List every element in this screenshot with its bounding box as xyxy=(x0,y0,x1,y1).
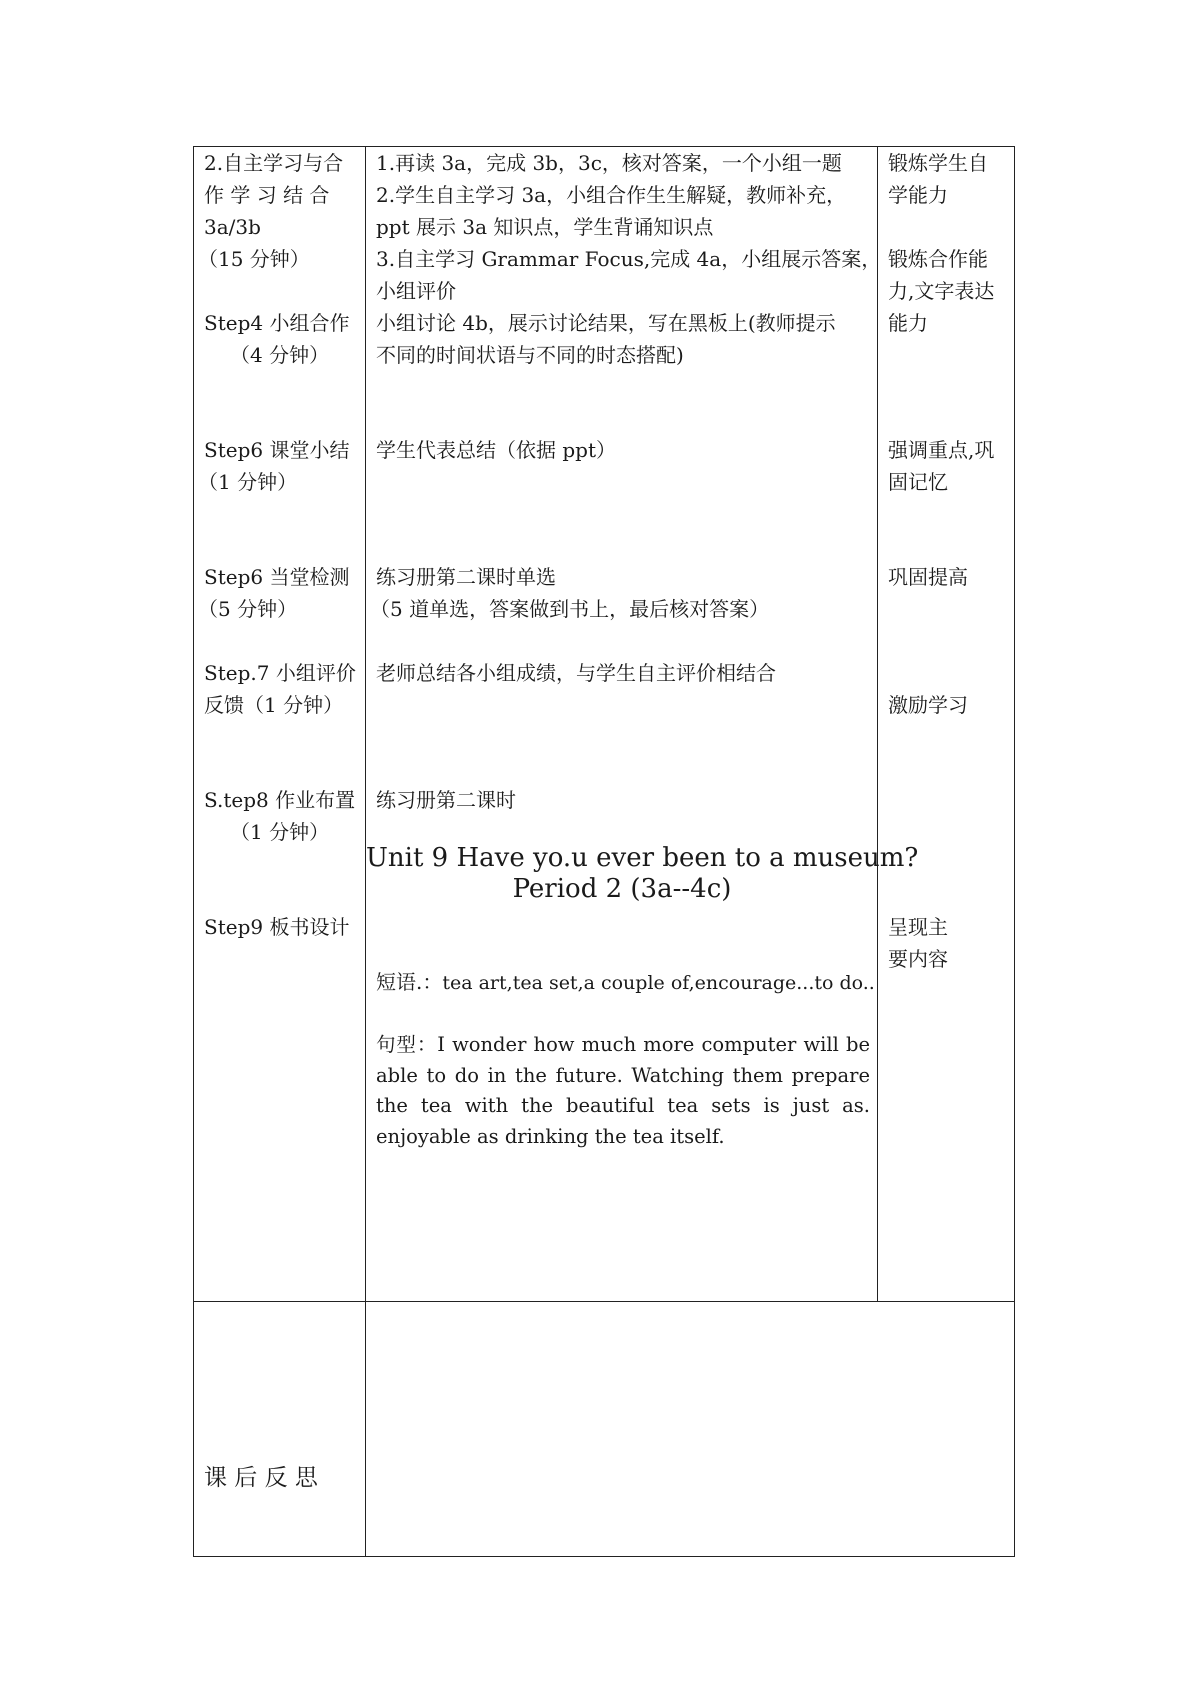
activity-line-6: 小组讨论 4b，展示讨论结果，写在黑板上(教师提示 xyxy=(376,311,836,335)
purpose3-line-2: 固记忆 xyxy=(888,470,948,494)
self-study-line-2: 作 学 习 结 合 xyxy=(204,183,330,207)
purpose6-line-2: 要内容 xyxy=(888,947,948,971)
activity-line-3: ppt 展示 3a 知识点，学生背诵知识点 xyxy=(376,215,714,239)
step7-label: Step.7 小组评价 xyxy=(204,661,356,685)
activity-line-7: 不同的时间状语与不同的时态搭配) xyxy=(376,343,684,367)
sentence-text: I wonder how much more computer will be able to do in the future. Watching them prepare the tea with the beautiful tea sets is just as. enjoyable as drinking the tea itself. xyxy=(376,1033,870,1148)
purpose5-text: 激励学习 xyxy=(888,693,968,717)
test-detail: （5 道单选，答案做到书上，最后核对答案） xyxy=(370,597,770,621)
step7-time: 反馈（1 分钟） xyxy=(204,693,344,717)
test-text: 练习册第二课时单选 xyxy=(376,565,556,589)
activity-line-1: 1.再读 3a，完成 3b，3c，核对答案，一个小组一题 xyxy=(376,151,842,175)
step6-summary-time: （1 分钟） xyxy=(198,470,298,494)
purpose2-line-1: 锻炼合作能 xyxy=(888,247,988,271)
homework-text: 练习册第二课时 xyxy=(376,788,516,812)
self-study-line-3: 3a/3b xyxy=(204,215,261,239)
phrases-text: tea art,tea set,a couple of,encourage...to do.. xyxy=(442,972,875,994)
phrases-line xyxy=(376,966,875,999)
purpose-column xyxy=(878,147,1015,1302)
board-title: Unit 9 Have yo.u ever been to a museum? xyxy=(366,843,919,873)
reflection-content-cell xyxy=(366,1302,1015,1557)
step8-time: （1 分钟） xyxy=(230,820,330,844)
purpose3-line-1: 强调重点,巩 xyxy=(888,438,995,462)
self-study-time: （15 分钟） xyxy=(198,247,310,271)
steps-row xyxy=(194,147,1015,1302)
step4-time: （4 分钟） xyxy=(230,343,330,367)
step8-label: S.tep8 作业布置 xyxy=(204,788,356,812)
sentence-block xyxy=(376,1030,870,1152)
step6-test-label: Step6 当堂检测 xyxy=(204,565,350,589)
purpose1-line-2: 学能力 xyxy=(888,183,948,207)
reflection-row xyxy=(194,1302,1015,1557)
activity-line-5: 小组评价 xyxy=(376,279,456,303)
purpose2-line-3: 能力 xyxy=(888,311,928,335)
reflection-label: 课 后 反 思 xyxy=(204,1465,318,1491)
purpose6-line-1: 呈现主 xyxy=(888,915,948,939)
lesson-plan-table xyxy=(193,146,1015,1557)
activity-line-4: 3.自主学习 Grammar Focus,完成 4a，小组展示答案， xyxy=(376,247,882,271)
reflection-label-cell xyxy=(194,1302,366,1557)
purpose2-line-2: 力,文字表达 xyxy=(888,279,995,303)
step4-label: Step4 小组合作 xyxy=(204,311,350,335)
evaluation-text: 老师总结各小组成绩，与学生自主评价相结合 xyxy=(376,661,776,685)
step9-label: Step9 板书设计 xyxy=(204,915,350,939)
phrases-label: 短语.： xyxy=(376,970,443,994)
purpose1-line-1: 锻炼学生自 xyxy=(888,151,988,175)
sentence-label: 句型： xyxy=(376,1033,438,1056)
step-column xyxy=(194,147,366,1302)
step6-test-time: （5 分钟） xyxy=(198,597,298,621)
purpose4-text: 巩固提高 xyxy=(888,565,968,589)
activity-line-2: 2.学生自主学习 3a，小组合作生生解疑，教师补充， xyxy=(376,183,847,207)
step6-summary-label: Step6 课堂小结 xyxy=(204,438,350,462)
summary-text: 学生代表总结（依据 ppt） xyxy=(376,438,616,462)
self-study-line-1: 2.自主学习与合 xyxy=(204,151,344,175)
board-subtitle: Period 2 (3a--4c) xyxy=(512,874,732,904)
